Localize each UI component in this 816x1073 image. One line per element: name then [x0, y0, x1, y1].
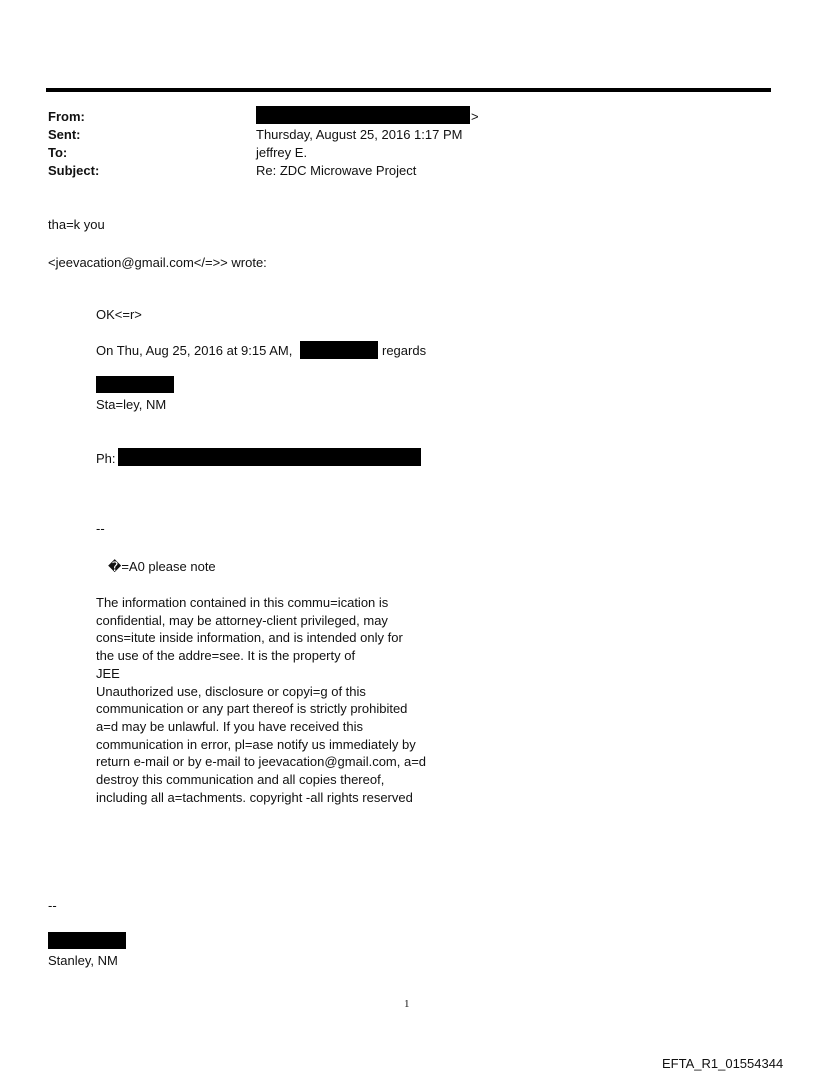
- to-label: To:: [48, 145, 68, 160]
- confidentiality-notice: [96, 594, 456, 806]
- page-number: 1: [404, 998, 410, 1010]
- notice-line: including all a=tachments. copyright -all rights reserved: [96, 789, 413, 805]
- phone-redaction: [118, 448, 421, 466]
- quote-on-prefix: On Thu, Aug 25, 2016 at 9:15 AM,: [96, 343, 293, 358]
- signature-location: Stanley, NM: [48, 953, 118, 968]
- name-redaction: [96, 376, 174, 393]
- subject-label: Subject:: [48, 163, 100, 178]
- document-id: EFTA_R1_01554344: [662, 1056, 784, 1071]
- notice-line: communication in error, pl=ase notify us immediately by: [96, 736, 416, 752]
- wrote-line: <jeevacation@gmail.com</=>> wrote:: [48, 255, 267, 270]
- notice-line: confidential, may be attorney-client privileged, may: [96, 612, 388, 628]
- quote-location: Sta=ley, NM: [96, 397, 167, 412]
- quote-dashes: --: [96, 521, 105, 536]
- notice-line: Unauthorized use, disclosure or copyi=g of this: [96, 683, 366, 699]
- notice-line: cons=itute inside information, and is intended only for: [96, 630, 403, 646]
- signature-dashes: --: [48, 898, 57, 913]
- from-label: From:: [48, 109, 85, 124]
- reply-line: tha=k you: [48, 217, 105, 232]
- phone-label: Ph:: [96, 451, 116, 466]
- notice-line: destroy this communication and all copies thereof,: [96, 772, 385, 788]
- notice-line: JEE: [96, 665, 120, 681]
- header-rule: [46, 88, 771, 92]
- notice-line: return e-mail or by e-mail to jeevacation@gmail.com, a=d: [96, 754, 427, 770]
- signature-name-redaction: [48, 932, 126, 949]
- sender-redaction: [300, 341, 378, 359]
- notice-line: The information contained in this commu=ication is: [96, 595, 389, 610]
- to-value: jeffrey E.: [256, 145, 308, 160]
- from-redaction: [256, 106, 470, 124]
- subject-value: Re: ZDC Microwave Project: [256, 163, 417, 178]
- quote-ok-line: OK<=r>: [96, 307, 142, 322]
- sent-label: Sent:: [48, 127, 81, 142]
- notice-line: a=d may be unlawful. If you have received this: [96, 718, 364, 734]
- from-suffix: >: [471, 109, 479, 124]
- sent-value: Thursday, August 25, 2016 1:17 PM: [256, 127, 463, 142]
- quote-on-suffix: regards: [382, 343, 427, 358]
- quote-note-line: �=A0 please note: [108, 559, 216, 574]
- notice-line: the use of the addre=see. It is the property of: [96, 648, 356, 664]
- notice-line: communication or any part thereof is strictly prohibited: [96, 701, 408, 717]
